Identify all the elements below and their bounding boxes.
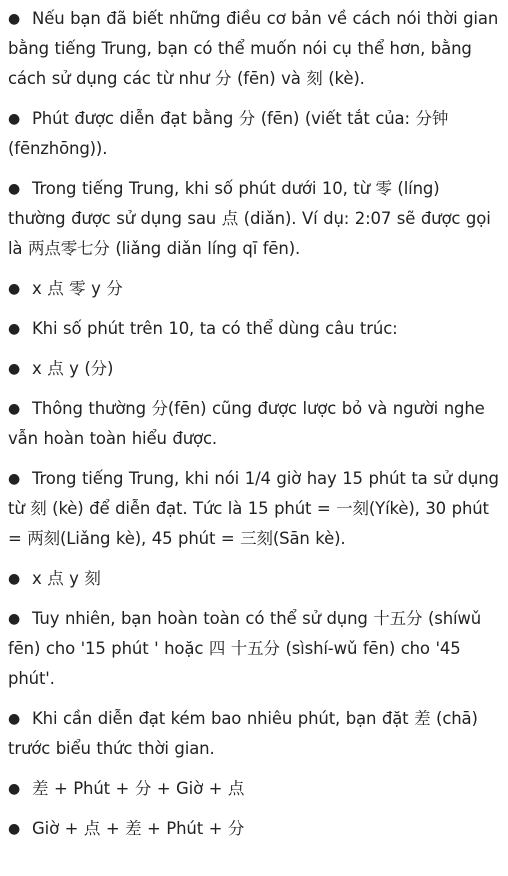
- bullet-icon: ●: [8, 11, 21, 27]
- bullet-icon: ●: [8, 781, 21, 797]
- bullet-icon: ●: [8, 111, 21, 127]
- list-item: [8, 814, 500, 844]
- list-item-text: Giờ + 点 + 差 + Phút + 分: [32, 819, 245, 838]
- bullet-icon: ●: [8, 181, 21, 197]
- bullet-icon: ●: [8, 571, 21, 587]
- list-item: [8, 604, 500, 694]
- list-item: [8, 314, 500, 344]
- list-item-text: Trong tiếng Trung, khi nói 1/4 giờ hay 15 phút ta sử dụng từ 刻 (kè) để diễn đạt. Tức là 15 phút = 一刻(Yíkè), 30 phút = 两刻(Liǎng kè), 45 phút = 三刻(Sān kè).: [8, 469, 499, 548]
- list-item-text: 差 + Phút + 分 + Giờ + 点: [32, 779, 245, 798]
- list-item-text: x 点 y 刻: [32, 569, 101, 588]
- bullet-icon: ●: [8, 281, 21, 297]
- bullet-icon: ●: [8, 401, 21, 417]
- list-item-text: Nếu bạn đã biết những điều cơ bản về cách nói thời gian bằng tiếng Trung, bạn có thể muốn nói cụ thể hơn, bằng cách sử dụng các từ như 分 (fēn) và 刻 (kè).: [8, 9, 499, 88]
- list-item-text: Tuy nhiên, bạn hoàn toàn có thể sử dụng 十五分 (shíwǔ fēn) cho '15 phút ' hoặc 四 十五分 (sìshí-wǔ fēn) cho '45 phút'.: [8, 609, 482, 688]
- list-item-text: Khi số phút trên 10, ta có thể dùng câu trúc:: [32, 319, 398, 338]
- bullet-icon: ●: [8, 821, 21, 837]
- list-item: [8, 104, 500, 164]
- bullet-icon: ●: [8, 611, 21, 627]
- list-item-text: x 点 y (分): [32, 359, 114, 378]
- bullet-icon: ●: [8, 471, 21, 487]
- list-item-text: x 点 零 y 分: [32, 279, 123, 298]
- list-item: [8, 354, 500, 384]
- list-item-text: Khi cần diễn đạt kém bao nhiêu phút, bạn đặt 差 (chā) trước biểu thức thời gian.: [8, 709, 478, 758]
- bullet-icon: ●: [8, 711, 21, 727]
- list-item: [8, 464, 500, 554]
- list-item-text: Trong tiếng Trung, khi số phút dưới 10, từ 零 (líng) thường được sử dụng sau 点 (diǎn). Ví dụ: 2:07 sẽ được gọi là 两点零七分 (liǎng diǎn líng qī fēn).: [8, 179, 491, 258]
- list-item-text: Thông thường 分(fēn) cũng được lược bỏ và người nghe vẫn hoàn toàn hiểu được.: [8, 399, 485, 448]
- bullet-icon: ●: [8, 321, 21, 337]
- list-item: [8, 174, 500, 264]
- list-item: [8, 4, 500, 94]
- list-item: [8, 274, 500, 304]
- bullet-icon: ●: [8, 361, 21, 377]
- list-item: [8, 564, 500, 594]
- list-item: [8, 704, 500, 764]
- list-item: [8, 394, 500, 454]
- list-item: [8, 774, 500, 804]
- list-item-text: Phút được diễn đạt bằng 分 (fēn) (viết tắt của: 分钟 (fēnzhōng)).: [8, 109, 449, 158]
